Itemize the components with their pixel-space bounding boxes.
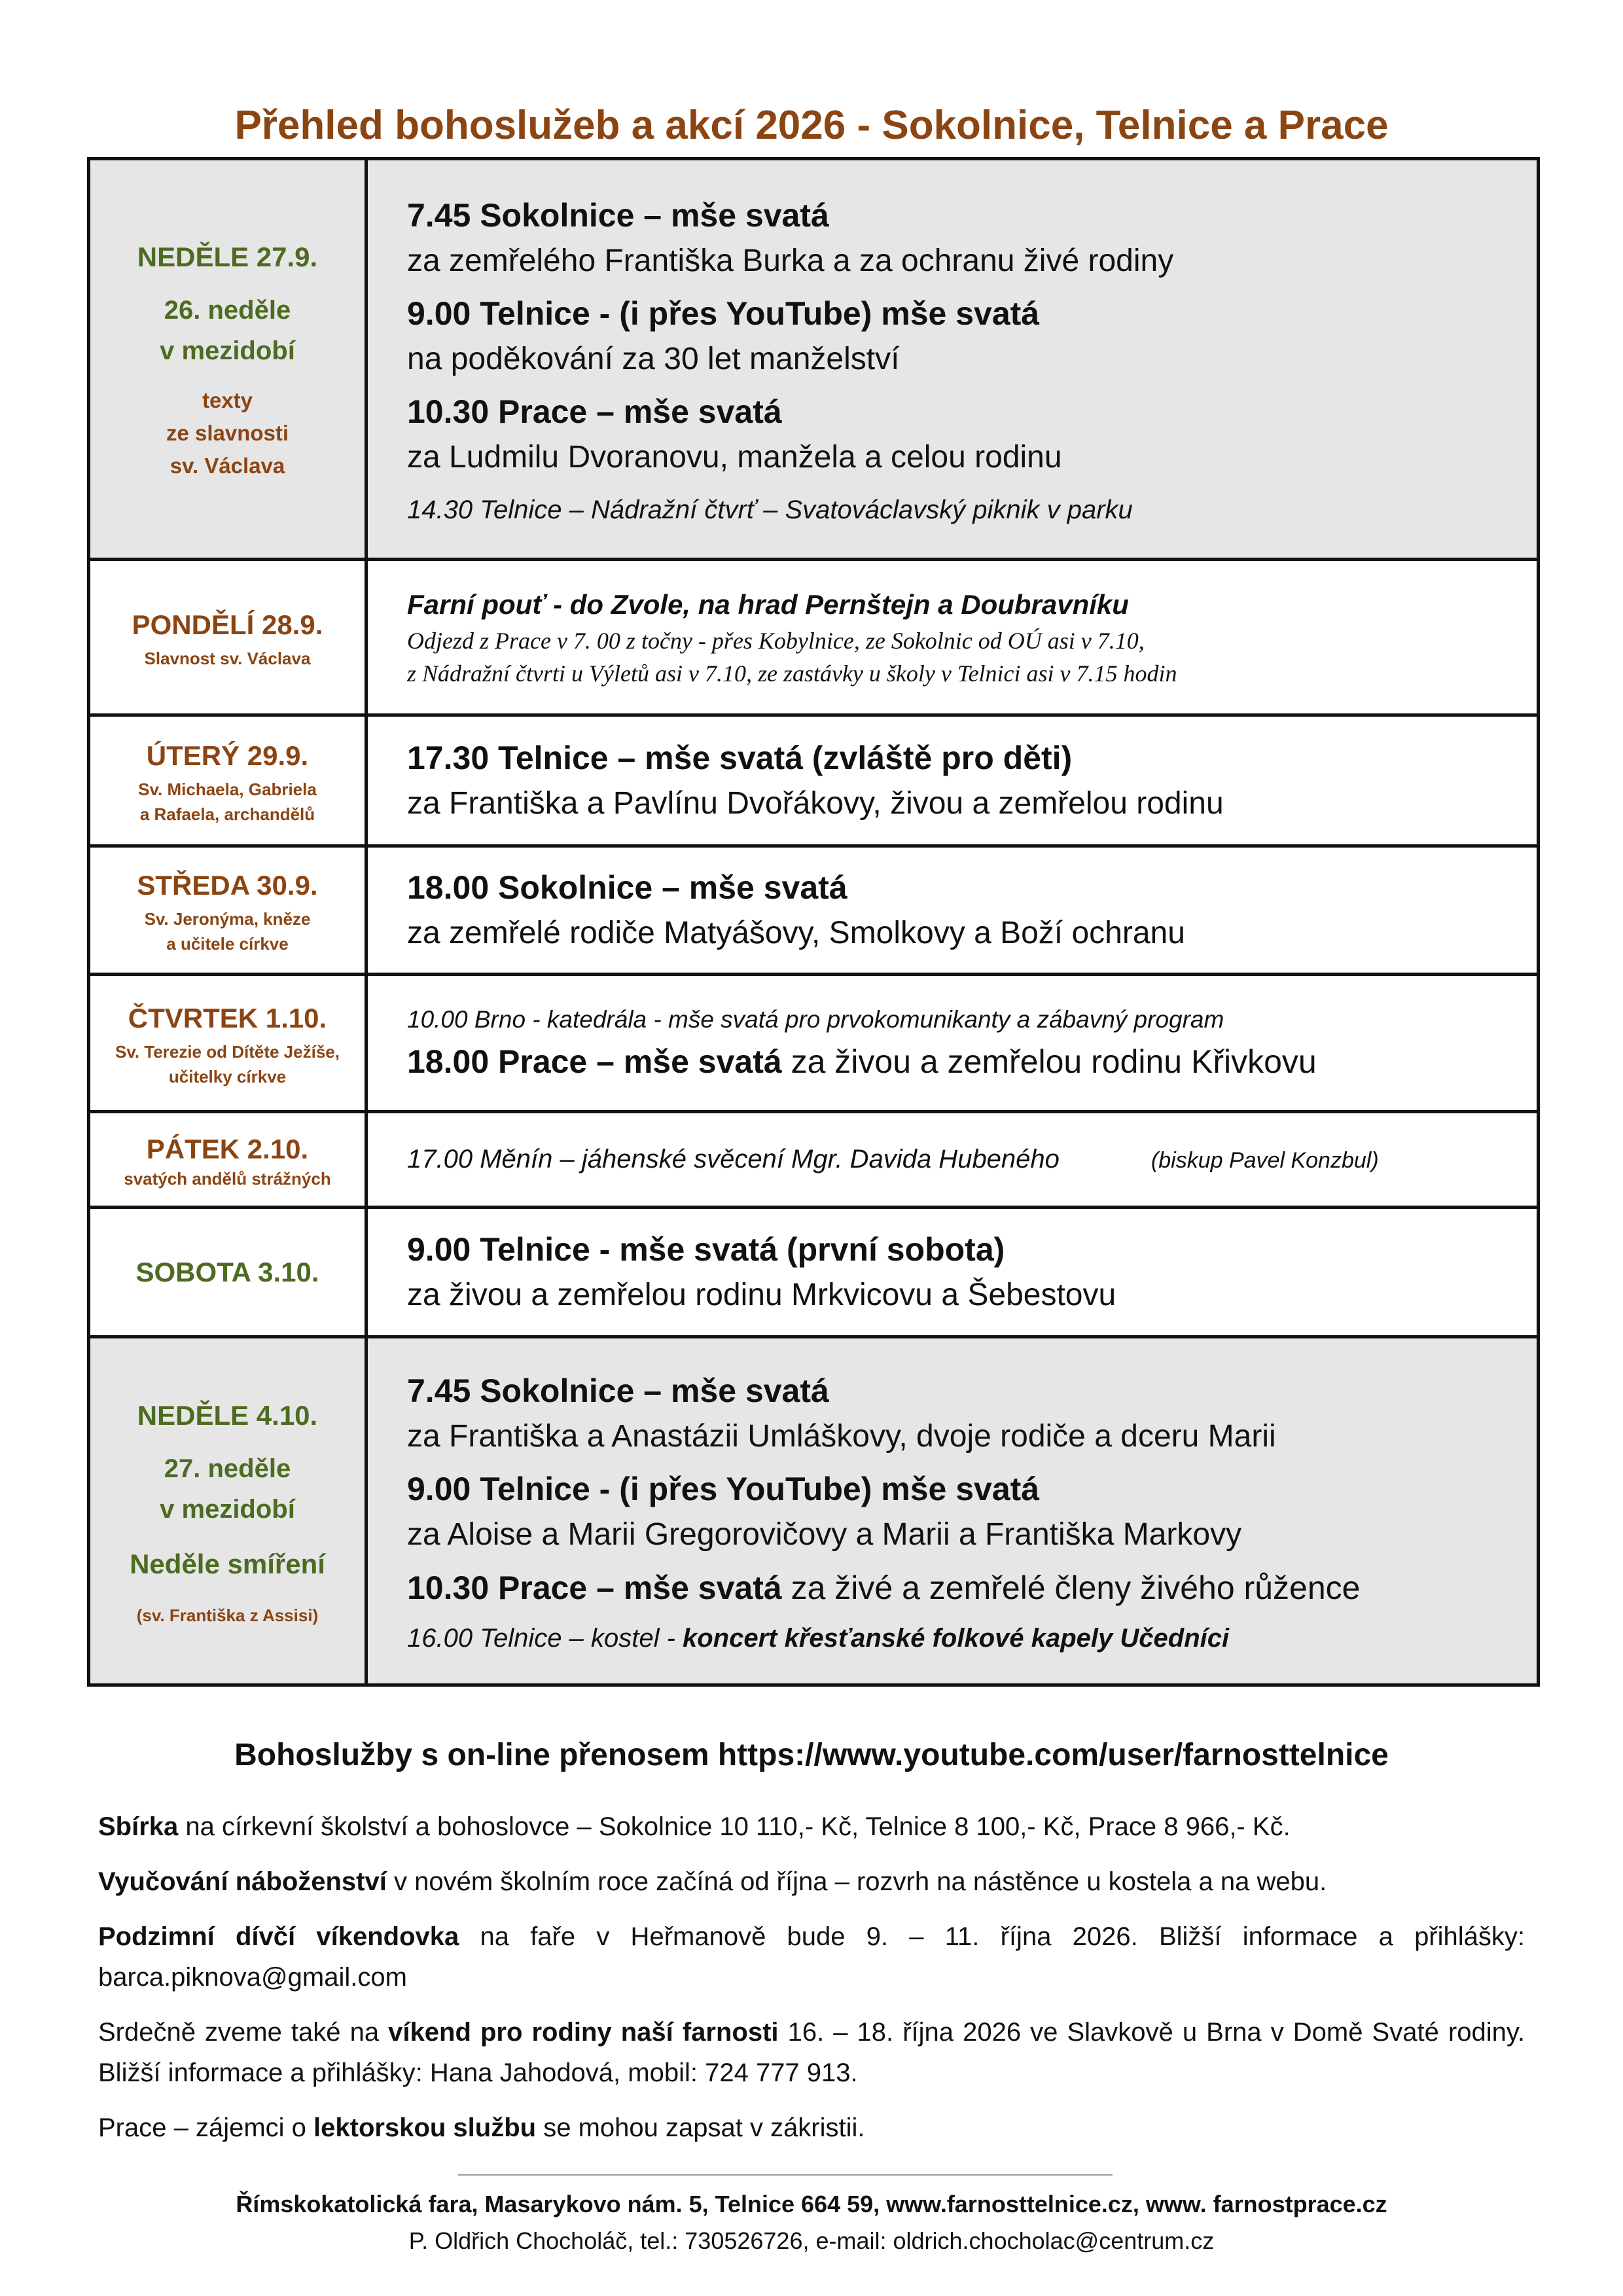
event-title: 7.45 Sokolnice – mše svatá <box>407 196 829 234</box>
notice-bold: víkend pro rodiny naší farnosti <box>388 2018 779 2047</box>
day-subtitle: 26. neděle <box>164 295 291 325</box>
event-title: Farní pouť - do Zvole, na hrad Pernštejn a Doubravníku <box>407 588 1129 620</box>
day-note: ze slavnosti <box>166 420 289 445</box>
day-note: a učitele církve <box>166 933 289 954</box>
notice-item <box>98 2108 1525 2148</box>
day-note: a Rafaela, archandělů <box>139 804 315 824</box>
notice-bold: Vyučování náboženství <box>98 1867 387 1896</box>
schedule-table <box>87 157 1540 1687</box>
event-title: 9.00 Telnice - mše svatá (první sobota) <box>407 1230 1005 1268</box>
day-note: (sv. Františka z Assisi) <box>136 1605 319 1625</box>
notices <box>98 1806 1525 2162</box>
event-note: 14.30 Telnice – Nádražní čtvrť – Svatováclavský piknik v parku <box>407 495 1133 524</box>
schedule-row <box>89 1208 1539 1337</box>
notice-item <box>98 1916 1525 1998</box>
day-subtitle: v mezidobí <box>160 336 295 365</box>
events-cell <box>366 846 1539 975</box>
event-intention: za Františka a Anastázii Umláškovy, dvoje rodiče a dceru Marii <box>407 1418 1276 1454</box>
day-name: STŘEDA 30.9. <box>137 869 318 901</box>
notice-text: 16. – 18. října 2026 ve Slavkově u Brna v Domě Svaté rodiny. Bližší informace a přihlášky: Hana Jahodová, mobil: 724 777 913. <box>98 2018 1525 2087</box>
event-title: 7.45 Sokolnice – mše svatá <box>407 1372 829 1409</box>
notice-item <box>98 2012 1525 2093</box>
event-detail: Odjezd z Prace v 7. 00 z točny - přes Kobylnice, ze Sokolnic od OÚ asi v 7.10, <box>407 627 1145 654</box>
notice-text: na faře v Heřmanově bude 9. – 11. října 2026. Bližší informace a přihlášky: barca.piknova@gmail.com <box>98 1922 1525 1992</box>
day-cell <box>89 560 366 715</box>
event-intention: za zemřelé rodiče Matyášovy, Smolkovy a Boží ochranu <box>407 915 1185 950</box>
page-title: Přehled bohoslužeb a akcí 2026 - Sokolnice, Telnice a Prace <box>234 103 1389 148</box>
event-intention: za živou a zemřelou rodinu Křivkovu <box>781 1043 1317 1080</box>
event-intention: za Ludmilu Dvoranovu, manžela a celou rodinu <box>407 439 1062 475</box>
event-note: 10.00 Brno - katedrála - mše svatá pro prvokomunikanty a zábavný program <box>407 1005 1224 1033</box>
notice-text: na církevní školství a bohoslovce – Sokolnice 10 110,- Kč, Telnice 8 100,- Kč, Prace 8 966,- Kč. <box>178 1812 1291 1841</box>
day-cell <box>89 1112 366 1208</box>
day-note: texty <box>202 387 253 412</box>
day-note: učitelky církve <box>168 1066 287 1086</box>
events-cell <box>366 715 1539 846</box>
parish-address: Římskokatolická fara, Masarykovo nám. 5, Telnice 664 59, www.farnosttelnice.cz, www. farnostprace.cz <box>236 2191 1387 2217</box>
event-note-bold: koncert křesťanské folkové kapely Učedníci <box>683 1623 1230 1653</box>
event-title: 18.00 Prace – mše svatá <box>407 1043 782 1080</box>
events-cell <box>366 1112 1539 1208</box>
event-intention: za živou a zemřelou rodinu Mrkvicovu a Šebestovu <box>407 1277 1116 1312</box>
event-line <box>407 1038 1524 1085</box>
event-intention: za zemřelého Františka Burka a za ochranu živé rodiny <box>407 243 1174 278</box>
schedule-row <box>89 159 1539 560</box>
schedule-row <box>89 846 1539 975</box>
event-title: 10.30 Prace – mše svatá <box>407 393 782 430</box>
event-bishop: (biskup Pavel Konzbul) <box>1150 1147 1379 1173</box>
event-intention: za Aloise a Marii Gregorovičovy a Marii a Františka Markovy <box>407 1516 1242 1552</box>
day-cell <box>89 1208 366 1337</box>
day-cell <box>89 1337 366 1685</box>
notice-text: Srdečně zveme také na <box>98 2018 389 2047</box>
day-note: Slavnost sv. Václava <box>144 648 311 668</box>
notice-bold: Sbírka <box>98 1812 179 1841</box>
day-note: Sv. Terezie od Dítěte Ježíše, <box>115 1041 340 1062</box>
event-intention: na poděkování za 30 let manželství <box>407 341 900 376</box>
event-title: 10.30 Prace – mše svatá <box>407 1569 782 1606</box>
notice-text: v novém školním roce začíná od října – rozvrh na nástěnce u kostela a na webu. <box>386 1867 1327 1896</box>
day-name: ČTVRTEK 1.10. <box>128 1002 327 1033</box>
day-subtitle: v mezidobí <box>160 1494 295 1524</box>
day-cell <box>89 975 366 1112</box>
notice-bold: Podzimní dívčí víkendovka <box>98 1922 459 1951</box>
notice-text: se mohou zapsat v zákristii. <box>536 2113 865 2142</box>
day-name: PONDĚLÍ 28.9. <box>132 609 323 640</box>
events-cell <box>366 159 1539 560</box>
day-name: PÁTEK 2.10. <box>146 1133 309 1164</box>
schedule-row <box>89 715 1539 846</box>
events-cell <box>366 1208 1539 1337</box>
events-cell <box>366 1337 1539 1685</box>
day-cell <box>89 715 366 846</box>
day-note: svatých andělů strážných <box>124 1168 331 1189</box>
notice-item <box>98 1861 1525 1902</box>
day-note: sv. Václava <box>169 453 285 478</box>
day-cell <box>89 846 366 975</box>
day-note: Sv. Jeronýma, kněze <box>144 908 311 929</box>
events-cell <box>366 560 1539 715</box>
day-name: SOBOTA 3.10. <box>135 1256 319 1287</box>
priest-contact: P. Oldřich Chocholáč, tel.: 730526726, e-mail: oldrich.chocholac@centrum.cz <box>408 2227 1215 2254</box>
event-title: 9.00 Telnice - (i přes YouTube) mše svatá <box>407 1470 1040 1507</box>
day-subtitle: Neděle smíření <box>130 1548 325 1579</box>
day-name: NEDĚLE 4.10. <box>137 1399 318 1431</box>
event-title: 9.00 Telnice - (i přes YouTube) mše svatá <box>407 295 1040 332</box>
schedule-row <box>89 1112 1539 1208</box>
event-title: 18.00 Sokolnice – mše svatá <box>407 869 847 906</box>
event-note: 16.00 Telnice – kostel - <box>407 1623 683 1653</box>
schedule-row <box>89 560 1539 715</box>
notice-bold: lektorskou službu <box>313 2113 537 2142</box>
notice-text: Prace – zájemci o <box>98 2113 314 2142</box>
notice-item <box>98 1806 1525 1847</box>
day-note: Sv. Michaela, Gabriela <box>138 779 317 799</box>
schedule-row <box>89 975 1539 1112</box>
event-title: 17.30 Telnice – mše svatá (zvláště pro děti) <box>407 739 1073 776</box>
schedule-row <box>89 1337 1539 1685</box>
day-name: NEDĚLE 27.9. <box>137 241 318 272</box>
event-line <box>407 1139 1524 1181</box>
footer-divider <box>458 2174 1113 2176</box>
event-intention: za Františka a Pavlínu Dvořákovy, živou a zemřelou rodinu <box>407 785 1224 821</box>
event-intention: za živé a zemřelé členy živého růžence <box>781 1569 1361 1606</box>
day-cell <box>89 159 366 560</box>
day-name: ÚTERÝ 29.9. <box>146 740 309 771</box>
day-subtitle: 27. neděle <box>164 1454 291 1483</box>
contact-footer <box>0 2186 1623 2259</box>
event-note: 17.00 Měnín – jáhenské svěcení Mgr. Davida Hubeného <box>407 1144 1060 1174</box>
event-detail: z Nádražní čtvrti u Výletů asi v 7.10, ze zastávky u školy v Telnici asi v 7.15 hodin <box>407 660 1177 687</box>
events-cell <box>366 975 1539 1112</box>
online-broadcast-heading: Bohoslužby s on-line přenosem https://www.youtube.com/user/farnosttelnice <box>234 1738 1389 1772</box>
event-line <box>407 1564 1524 1611</box>
event-line <box>407 1618 1524 1659</box>
